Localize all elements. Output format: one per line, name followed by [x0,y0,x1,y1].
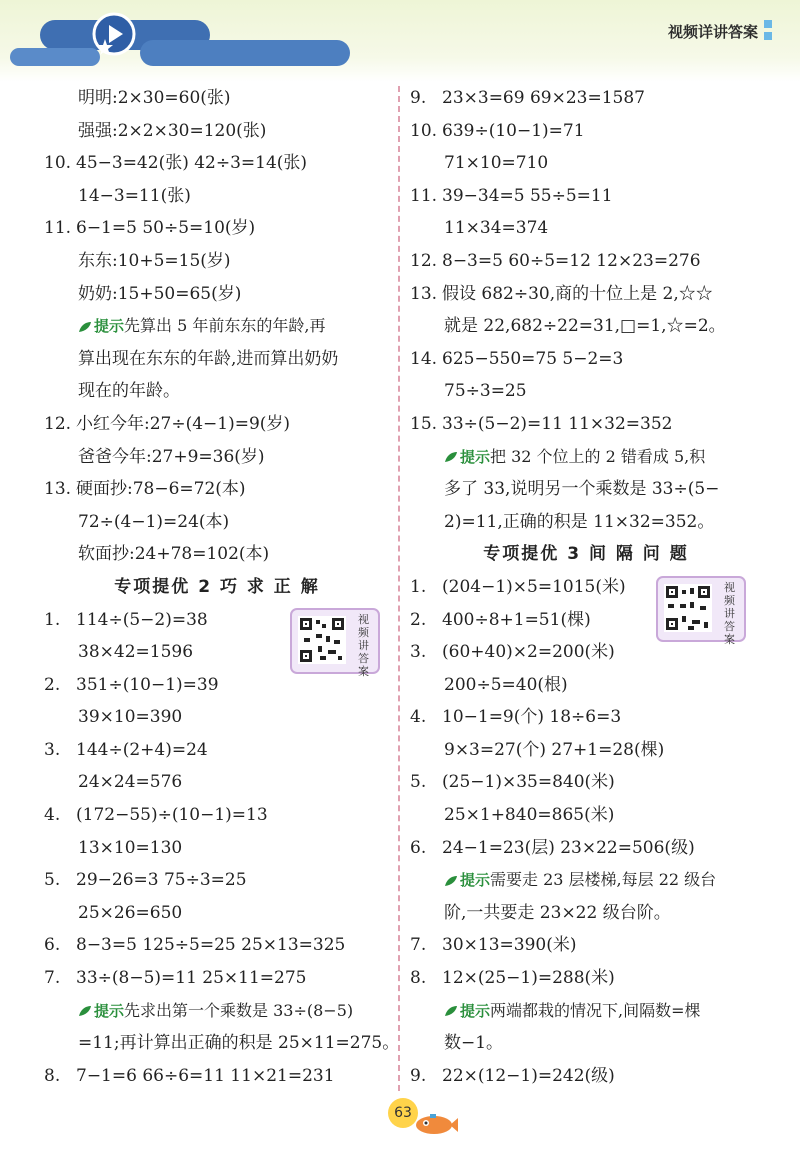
qr-label: 视频讲答案 [724,581,735,646]
question-number: 4. [410,707,427,728]
answer-text: 2)=11,正确的积是 11×32=352。 [444,511,715,532]
qr-label: 视频讲答案 [358,613,369,678]
question-number: 13. [44,479,72,500]
header-bar-icon [764,20,774,46]
answer-text: 9×3=27(个) 27+1=28(棵) [444,739,665,760]
question-number: 9. [410,88,427,108]
question-number: 5. [410,772,427,793]
answer-line [410,1060,762,1093]
question-number: 12. [44,413,72,434]
answer-text: 400÷8+1=51(棵) [442,609,591,630]
answer-line [410,375,762,408]
question-number: 7. [44,968,61,989]
answer-line [44,538,390,571]
answer-text: 爸爸今年:27+9=36(岁) [78,446,265,467]
cloud-decoration [140,40,350,66]
answer-line [44,310,390,343]
answer-text: 8−3=5 60÷5=12 12×23=276 [442,250,701,271]
question-number: 1. [410,576,427,597]
answer-line [410,180,762,213]
answer-line [44,962,390,995]
answer-line [410,245,762,278]
answer-line [44,147,390,180]
answer-line [410,864,762,897]
answer-line [410,343,762,376]
answer-text: 硬面抄:78−6=72(本) [76,479,246,500]
star-icon [96,38,114,56]
answer-line [44,1060,390,1093]
answer-line [44,82,390,115]
answer-text: 先算出 5 年前东东的年龄,再 [124,316,326,336]
answer-text: 72÷(4−1)=24(本) [78,511,230,532]
answer-text: 多了 33,说明另一个乘数是 33÷(5− [444,479,720,500]
question-number: 14. [410,348,438,369]
answer-line [44,115,390,148]
answer-text: 算出现在东东的年龄,进而算出奶奶 [78,348,339,369]
fish-submarine-icon [412,1110,458,1138]
answer-text: 假设 682÷30,商的十位上是 2,☆☆ [442,283,713,304]
answer-text: 就是 22,682÷22=31,□=1,☆=2。 [444,316,726,337]
answer-text: 7−1=6 66÷6=11 11×21=231 [76,1065,335,1086]
question-number: 11. [44,218,72,239]
answer-line [44,245,390,278]
answer-line [44,1027,400,1060]
answer-text: (172−55)÷(10−1)=13 [76,805,268,826]
answer-text: 71×10=710 [444,153,549,174]
answer-line [410,799,762,832]
question-number: 6. [44,935,61,956]
answer-line [410,669,762,702]
hint-label: 提示 [460,447,491,466]
answer-text: 强强:2×2×30=120(张) [78,120,267,141]
answer-text: 两端都栽的情况下,间隔数=棵 [490,1000,701,1020]
question-number: 3. [410,642,427,663]
qr-code-icon [298,616,346,664]
answer-text: 30×13=390(米) [442,935,577,956]
page-header [0,0,800,82]
answer-line [44,506,390,539]
answer-line [410,1027,762,1060]
hint-label: 提示 [460,871,491,890]
answer-line [410,115,762,148]
answer-line [44,929,390,962]
answer-line [410,473,762,506]
answer-line [44,473,390,506]
answer-line [410,897,762,930]
answer-text: 11×34=374 [444,218,549,239]
answer-text: 639÷(10−1)=71 [442,120,585,141]
question-number: 10. [410,120,438,141]
section-title: 专项提优 3 间 隔 问 题 [483,544,689,565]
answer-line [44,278,390,311]
answer-line [410,310,762,343]
hint-leaf-icon [78,1005,92,1017]
qr-code-icon [664,584,712,632]
answer-text: 23×3=69 69×23=1587 [442,88,645,108]
answer-line [410,212,762,245]
answer-text: 8−3=5 125÷5=25 25×13=325 [76,935,346,956]
answer-text: 明明:2×30=60(张) [78,88,231,108]
question-number: 2. [44,674,61,695]
answer-text: 39×10=390 [78,707,183,728]
answer-line [44,408,390,441]
question-number: 4. [44,805,61,826]
answer-line [410,278,762,311]
question-number: 12. [410,250,438,271]
answer-line [410,441,762,474]
answer-text: 22×(12−1)=242(级) [442,1065,615,1086]
answer-line [44,897,390,930]
answer-text: 25×1+840=865(米) [444,805,615,826]
question-number: 2. [410,609,427,630]
answer-text: 75÷3=25 [444,381,527,402]
page-number: 63 [388,1098,418,1128]
answer-line [410,995,762,1028]
answer-text: 现在的年龄。 [78,381,180,402]
question-number: 3. [44,739,61,760]
question-number: 9. [410,1065,427,1086]
answer-line [44,701,390,734]
answer-line [410,766,762,799]
question-number: 8. [410,968,427,989]
answer-line [44,734,390,767]
answer-text: 625−550=75 5−2=3 [442,348,624,369]
left-column [44,82,400,1092]
answer-text: 阶,一共要走 23×22 级台阶。 [444,902,671,923]
answer-text: 33÷(8−5)=11 25×11=275 [76,968,307,989]
question-number: 5. [44,870,61,891]
hint-leaf-icon [444,451,458,463]
question-number: 11. [410,185,438,206]
answer-text: 25×26=650 [78,902,183,923]
answer-text: 东东:10+5=15(岁) [78,250,231,271]
answer-text: 14−3=11(张) [78,185,191,206]
answer-line [410,506,762,539]
question-number: 13. [410,283,438,304]
answer-text: 351÷(10−1)=39 [76,674,219,695]
answer-line [410,147,762,180]
column-divider [398,86,400,1091]
answer-text: (204−1)×5=1015(米) [442,576,626,597]
answer-text: 12×(25−1)=288(米) [442,968,615,989]
answer-line [410,734,762,767]
hint-label: 提示 [94,317,125,336]
qr-code-box[interactable] [290,608,380,678]
answer-line [410,701,762,734]
hint-leaf-icon [444,875,458,887]
answer-line [410,832,762,865]
answer-text: (25−1)×35=840(米) [442,772,615,793]
question-number: 1. [44,609,61,630]
answer-text: 把 32 个位上的 2 错看成 5,积 [490,446,706,466]
answer-text: 6−1=5 50÷5=10(岁) [76,218,256,239]
answer-line [44,212,390,245]
answer-text: 数−1。 [444,1033,504,1054]
answer-text: 144÷(2+4)=24 [76,739,208,760]
hint-leaf-icon [444,1005,458,1017]
cloud-decoration [10,48,100,66]
question-number: 8. [44,1065,61,1086]
answer-line [44,995,390,1028]
answer-line [44,864,390,897]
answer-text: 114÷(5−2)=38 [76,609,208,630]
answer-text: 24−1=23(层) 23×22=506(级) [442,837,695,858]
answer-line [44,343,390,376]
answer-text: 需要走 23 层楼梯,每层 22 级台 [490,870,717,890]
answer-text: 13×10=130 [78,837,183,858]
answer-text: 45−3=42(张) 42÷3=14(张) [76,153,308,174]
answer-text: 200÷5=40(根) [444,674,568,695]
answer-text: 软面抄:24+78=102(本) [78,544,270,565]
answer-text: 39−34=5 55÷5=11 [442,185,613,206]
answer-line [44,766,390,799]
question-number: 10. [44,153,72,174]
answer-text: 小红今年:27÷(4−1)=9(岁) [76,413,291,434]
hint-leaf-icon [78,321,92,333]
answer-text: (60+40)×2=200(米) [442,642,615,663]
question-number: 6. [410,837,427,858]
qr-code-box[interactable] [656,576,746,646]
answer-text: 10−1=9(个) 18÷6=3 [442,707,622,728]
section-title: 专项提优 2 巧 求 正 解 [114,576,320,597]
answer-line [410,962,762,995]
answer-line [410,408,762,441]
answer-text: 29−26=3 75÷3=25 [76,870,247,891]
answer-text: 先求出第一个乘数是 33÷(8−5) [124,1000,354,1020]
answer-line [410,929,762,962]
hint-label: 提示 [94,1001,125,1020]
answer-line [44,180,390,213]
answer-line [44,799,390,832]
answer-line [44,375,390,408]
answer-text: 24×24=576 [78,772,183,793]
answer-line [44,441,390,474]
answer-text: 33÷(5−2)=11 11×32=352 [442,413,673,434]
answer-text: 38×42=1596 [78,642,194,663]
header-title: 视频详讲答案 [667,23,758,41]
question-number: 7. [410,935,427,956]
answer-line [410,82,762,115]
answer-text: =11;再计算出正确的积是 25×11=275。 [78,1033,400,1054]
hint-label: 提示 [460,1001,491,1020]
question-number: 15. [410,413,438,434]
answer-line [44,832,390,865]
answer-text: 奶奶:15+50=65(岁) [78,283,242,304]
